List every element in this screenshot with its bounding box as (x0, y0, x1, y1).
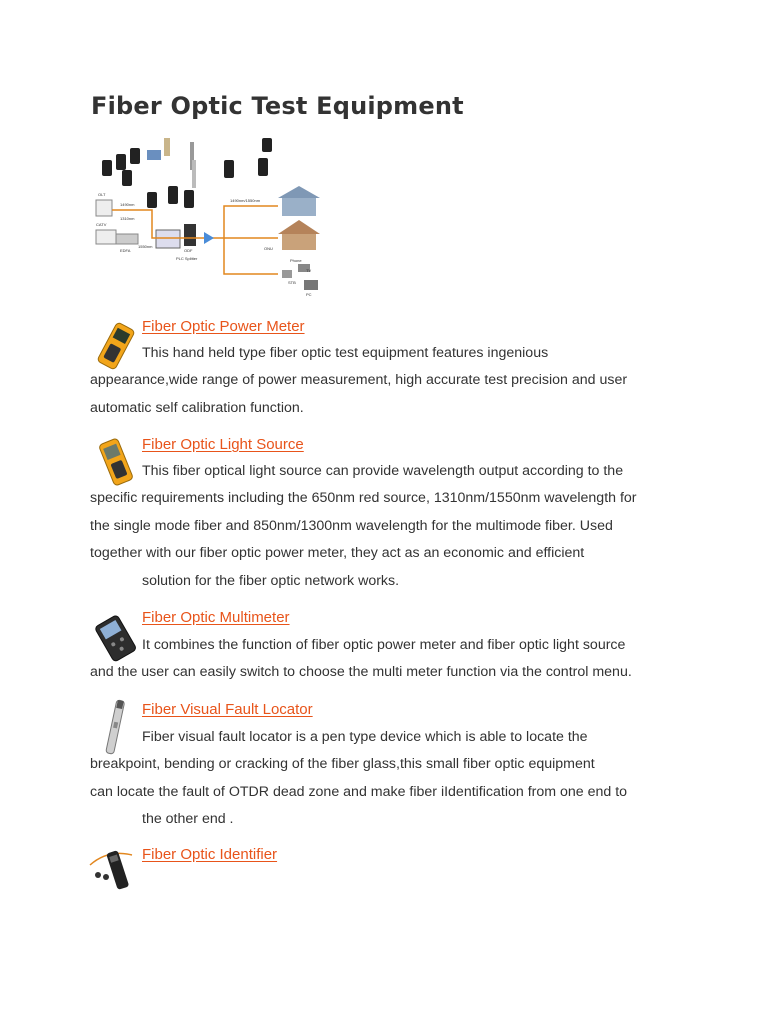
section-description (90, 724, 690, 834)
diagram-label: 1490nm (120, 202, 135, 207)
section-link-multimeter[interactable]: Fiber Optic Multimeter (142, 609, 290, 626)
section-description (90, 632, 690, 687)
text-line: It combines the function of fiber optic power meter and fiber optic light source (142, 637, 626, 653)
diagram-label: 1310nm (120, 216, 135, 221)
text-line: can locate the fault of OTDR dead zone and make fiber iIdentification from one end to (90, 783, 628, 800)
text-line: Fiber visual fault locator is a pen type device which is able to locate the (142, 729, 588, 745)
diagram-label: CATV (96, 222, 107, 227)
fiber-identifier-icon (88, 845, 144, 893)
diagram-label: OLT (98, 192, 106, 197)
diagram-label: PC (306, 292, 312, 297)
section-link-fault-locator[interactable]: Fiber Visual Fault Locator (142, 701, 313, 718)
text-line: specific requirements including the 650nm red source, 1310nm/1550nm wavelength for (90, 490, 637, 507)
text-line: This hand held type fiber optic test equipment features ingenious (142, 345, 549, 361)
diagram-label: 1550nm (138, 244, 153, 249)
text-line: solution for the fiber optic network works. (142, 572, 400, 589)
text-line: appearance,wide range of power measurement, high accurate test precision and user (90, 372, 628, 389)
section-description (90, 458, 690, 595)
fiber-network-diagram (92, 134, 328, 300)
text-line: automatic self calibration function. (90, 399, 304, 416)
diagram-label: PLC Splitter (176, 256, 198, 261)
diagram-label: 1490nm/1550nm (230, 198, 261, 203)
page-title: Fiber Optic Test Equipment (91, 92, 464, 120)
diagram-label: ODF (184, 248, 193, 253)
diagram-label: EDFA (120, 248, 131, 253)
text-line: This fiber optical light source can provide wavelength output according to the (142, 463, 624, 479)
text-line: breakpoint, bending or cracking of the fiber glass,this small fiber optic equipment (90, 756, 595, 773)
section-link-identifier[interactable]: Fiber Optic Identifier (142, 846, 278, 863)
section-link-light-source[interactable]: Fiber Optic Light Source (142, 436, 304, 453)
diagram-label: TV (306, 268, 312, 273)
diagram-label: Phone (290, 258, 302, 263)
section-description (90, 340, 690, 422)
text-line: and the user can easily switch to choose the multi meter function via the control menu. (90, 664, 632, 681)
diagram-label: ONU (264, 246, 273, 251)
section-link-power-meter[interactable]: Fiber Optic Power Meter (142, 318, 305, 335)
text-line: together with our fiber optic power meter, they act as an economic and efficient (90, 545, 585, 562)
text-line: the other end . (142, 811, 234, 828)
diagram-label: STB (288, 280, 296, 285)
text-line: the single mode fiber and 850nm/1300nm wavelength for the multimode fiber. Used (90, 517, 613, 534)
